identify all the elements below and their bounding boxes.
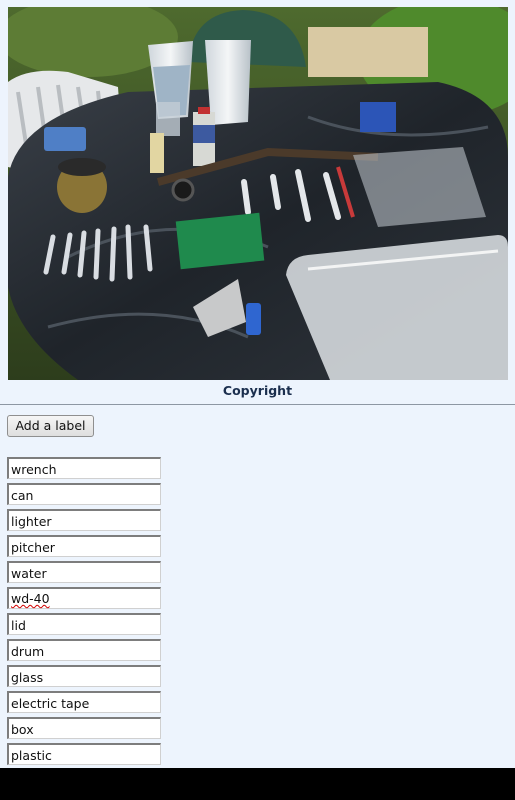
lighter (246, 303, 261, 335)
label-field-drum[interactable] (7, 639, 161, 661)
label-field-wd-40[interactable] (7, 587, 161, 609)
garden-path (308, 27, 428, 77)
label-field-water[interactable] (7, 561, 161, 583)
label-field-electric-tape[interactable] (7, 691, 161, 713)
small-bottle (150, 133, 164, 173)
label-list (7, 457, 167, 768)
label-field-lid[interactable] (7, 613, 161, 635)
section-divider (0, 404, 515, 405)
label-field-pitcher[interactable] (7, 535, 161, 557)
wd-40-cap (198, 107, 210, 114)
photo-caption: Copyright (222, 383, 293, 398)
paint-can-top (58, 158, 106, 176)
label-field-can[interactable] (7, 483, 161, 505)
label-field-box[interactable] (7, 717, 161, 739)
add-label-button[interactable]: Add a label (7, 415, 94, 437)
spellcheck-flagged-text: wd-40 (11, 591, 50, 606)
label-field-wrench[interactable] (7, 457, 161, 479)
green-tool-roll (176, 213, 265, 270)
label-field-glass[interactable] (7, 665, 161, 687)
photo-scene (8, 7, 508, 380)
lid (44, 127, 86, 151)
label-field-plastic[interactable] (7, 743, 161, 765)
blue-box (360, 102, 396, 132)
label-field-lighter[interactable] (7, 509, 161, 531)
electric-tape (173, 180, 193, 200)
glass (156, 102, 180, 136)
annotated-photo (8, 7, 508, 380)
wd-40-label (193, 125, 215, 143)
